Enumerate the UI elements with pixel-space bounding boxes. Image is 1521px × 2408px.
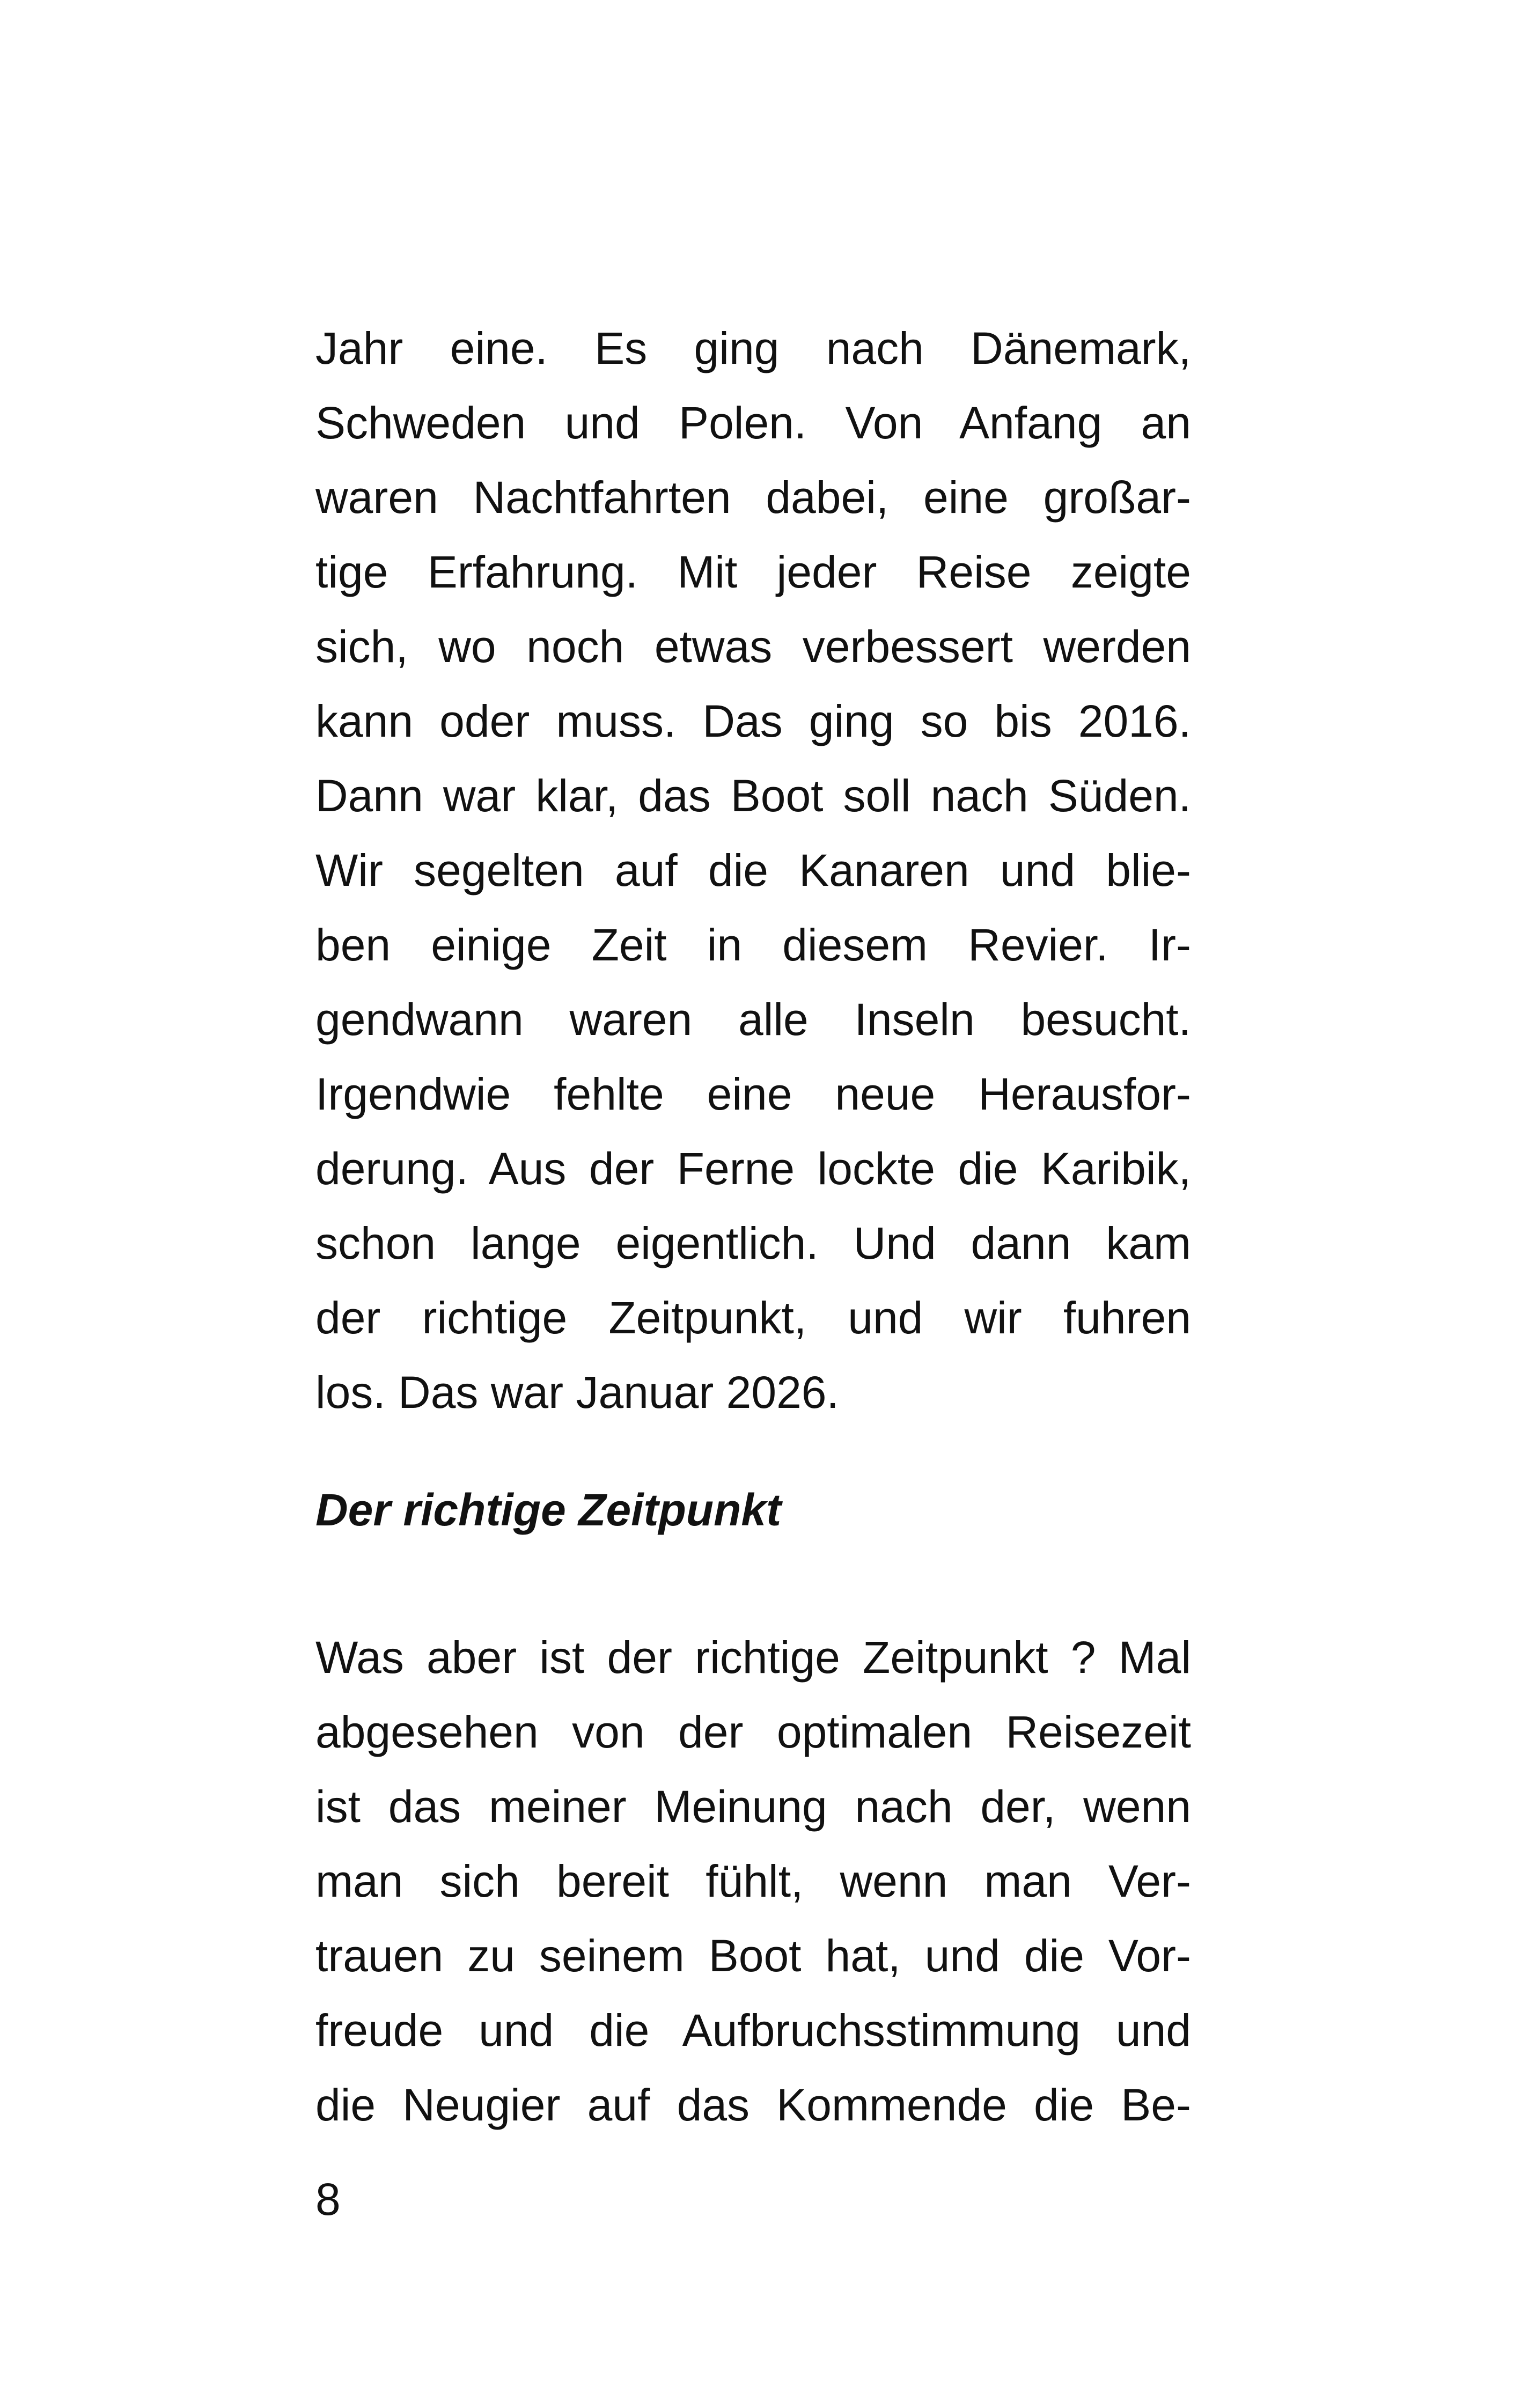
text-line: abgesehen von der optimalen Reisezeit <box>315 1707 1191 1757</box>
text-line: derung. Aus der Ferne lockte die Karibik, <box>315 1143 1191 1194</box>
text-line: los. Das war Januar 2026. <box>315 1367 839 1418</box>
text-line: kann oder muss. Das ging so bis 2016. <box>315 696 1191 746</box>
text-line: freude und die Aufbruchsstimmung und <box>315 2005 1191 2055</box>
section-heading: Der richtige Zeitpunkt <box>315 1485 782 1535</box>
text-line: schon lange eigentlich. Und dann kam <box>315 1218 1191 1268</box>
text-line: sich, wo noch etwas verbessert werden <box>315 621 1191 672</box>
text-line: ben einige Zeit in diesem Revier. Ir- <box>315 920 1191 970</box>
text-line: gendwann waren alle Inseln besucht. <box>315 994 1191 1045</box>
text-line: Jahr eine. Es ging nach Dänemark, <box>315 323 1191 373</box>
text-line: der richtige Zeitpunkt, und wir fuhren <box>315 1293 1191 1343</box>
text-line: die Neugier auf das Kommende die Be- <box>315 2080 1191 2130</box>
text-line: ist das meiner Meinung nach der, wenn <box>315 1781 1191 1832</box>
text-line: waren Nachtfahrten dabei, eine großar- <box>315 472 1191 523</box>
text-line: Schweden und Polen. Von Anfang an <box>315 398 1191 448</box>
text-line: trauen zu seinem Boot hat, und die Vor- <box>315 1930 1191 1981</box>
text-line: tige Erfahrung. Mit jeder Reise zeigte <box>315 547 1191 597</box>
text-line: Irgendwie fehlte eine neue Herausfor- <box>315 1069 1191 1119</box>
text-line: man sich bereit fühlt, wenn man Ver- <box>315 1856 1191 1906</box>
page-number: 8 <box>315 2174 341 2225</box>
paragraph-2 <box>315 1620 1191 2142</box>
text-line: Wir segelten auf die Kanaren und blie- <box>315 845 1191 895</box>
text-line: Was aber ist der richtige Zeitpunkt ? Mal <box>315 1632 1191 1683</box>
text-line: Dann war klar, das Boot soll nach Süden. <box>315 770 1191 821</box>
paragraph-1 <box>315 311 1191 1430</box>
